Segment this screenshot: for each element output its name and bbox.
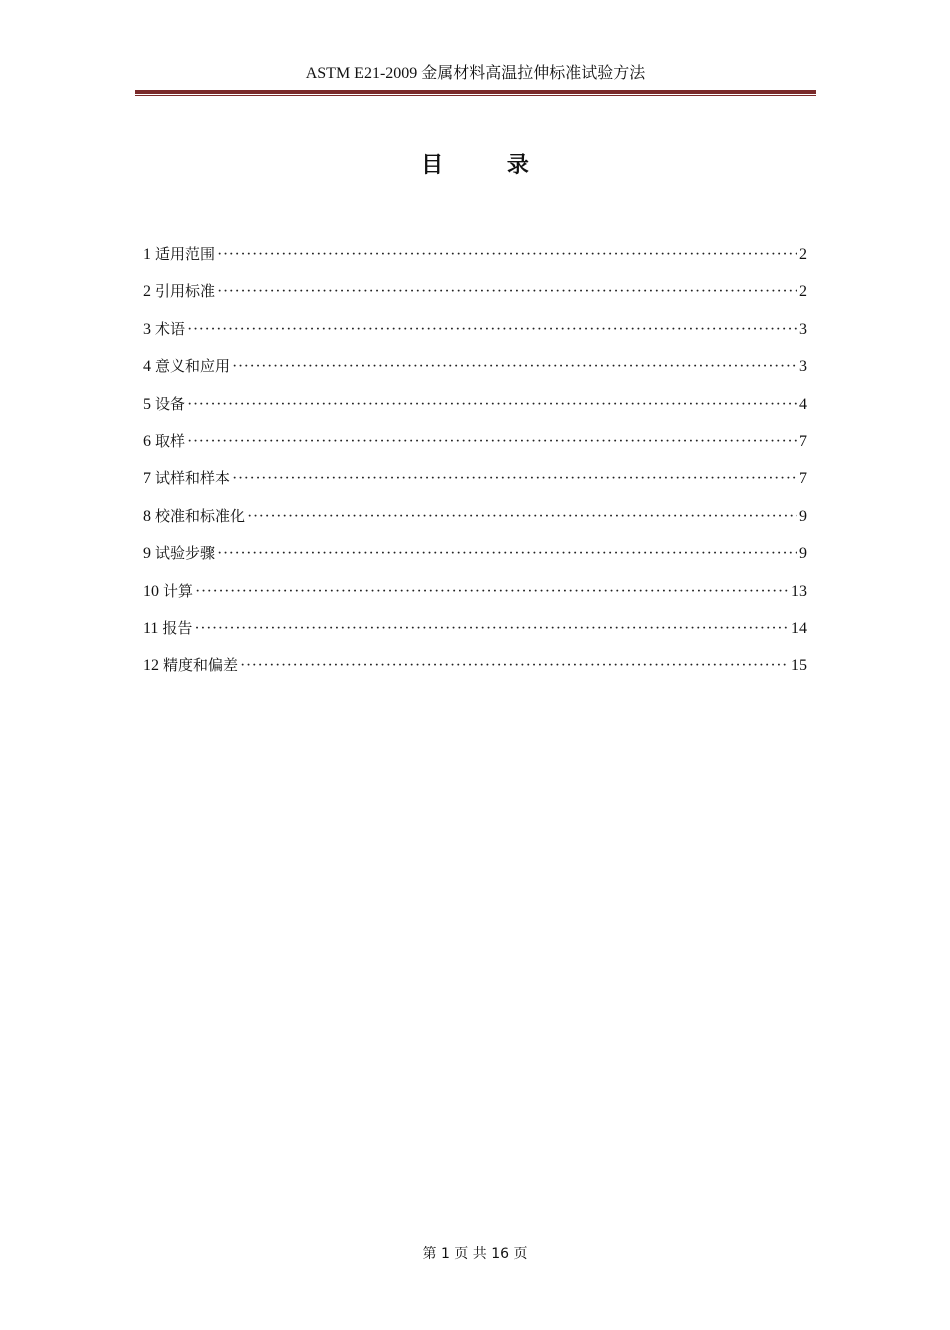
toc-entry-number: 7 (143, 470, 151, 488)
toc-entry-number: 9 (143, 545, 151, 563)
toc-entry-label: 取样 (155, 431, 186, 450)
toc-entry-page: 2 (799, 246, 807, 263)
toc-entry-label: 适用范围 (155, 245, 216, 263)
toc-entry-number: 5 (143, 395, 151, 413)
toc-entry-page: 7 (799, 432, 807, 450)
toc-entry-page: 13 (791, 582, 807, 600)
toc-leader-dots (217, 241, 797, 269)
toc-entry-label: 术语 (155, 319, 186, 338)
toc-entry-number: 10 (143, 582, 159, 600)
toc-entry-label: 计算 (163, 581, 194, 600)
toc-entry-label: 设备 (155, 394, 186, 413)
toc-leader-dots (194, 615, 789, 643)
toc-leader-dots (232, 465, 797, 493)
toc-entry-page: 4 (799, 395, 807, 413)
header-rule-thin (135, 95, 816, 96)
toc-entry-label: 试样和样本 (155, 469, 231, 488)
toc-entry-page: 3 (799, 320, 807, 338)
toc-leader-dots (247, 503, 797, 531)
toc-entry-label: 报告 (162, 618, 193, 637)
toc-entry-label: 试验步骤 (155, 544, 216, 563)
toc-entry[interactable] (143, 352, 807, 389)
toc-entry[interactable] (143, 315, 807, 352)
toc-entry-number: 8 (143, 507, 151, 525)
page-number-footer: 第 1 页 共 16 页 (422, 1246, 528, 1262)
toc-leader-dots (187, 391, 797, 419)
toc-leader-dots (195, 578, 789, 606)
toc-entry-number: 4 (143, 358, 151, 376)
toc-entry-label: 校准和标准化 (155, 506, 246, 525)
toc-entry-page: 9 (799, 545, 807, 563)
toc-entry-number: 11 (143, 619, 159, 637)
toc-entry-number: 2 (143, 283, 151, 301)
toc-entry[interactable] (143, 277, 807, 314)
toc-entry[interactable] (143, 651, 807, 688)
toc-entry-label: 意义和应用 (155, 357, 231, 376)
toc-entry[interactable] (143, 240, 807, 277)
toc-entry-number: 12 (143, 657, 159, 675)
toc-title: 目 录 (421, 153, 557, 178)
document-header-title: ASTM E21-2009 金属材料高温拉伸标准试验方法 (305, 65, 646, 82)
toc-entry-page: 3 (799, 358, 807, 376)
toc-leader-dots (187, 316, 797, 344)
toc-leader-dots (232, 353, 797, 381)
toc-entry-page: 9 (799, 507, 807, 525)
toc-entry-page: 15 (791, 657, 807, 675)
toc-entry-page: 2 (799, 283, 807, 301)
toc-entry[interactable] (143, 577, 807, 614)
toc-entry[interactable] (143, 502, 807, 539)
toc-entry[interactable] (143, 539, 807, 576)
toc-leader-dots (187, 428, 797, 456)
toc-list (143, 240, 807, 689)
toc-entry[interactable] (143, 614, 807, 651)
toc-entry-label: 精度和偏差 (163, 656, 239, 675)
toc-entry-number: 6 (143, 432, 151, 450)
toc-entry-number: 1 (143, 246, 151, 263)
toc-leader-dots (217, 278, 797, 306)
toc-entry[interactable] (143, 427, 807, 464)
header-rule-thick (135, 90, 816, 94)
toc-leader-dots (240, 652, 789, 680)
toc-entry-number: 3 (143, 320, 151, 338)
toc-entry[interactable] (143, 390, 807, 427)
toc-leader-dots (217, 540, 797, 568)
toc-entry[interactable] (143, 464, 807, 501)
toc-entry-page: 7 (799, 470, 807, 488)
toc-entry-label: 引用标准 (155, 282, 216, 301)
toc-entry-page: 14 (791, 619, 807, 637)
